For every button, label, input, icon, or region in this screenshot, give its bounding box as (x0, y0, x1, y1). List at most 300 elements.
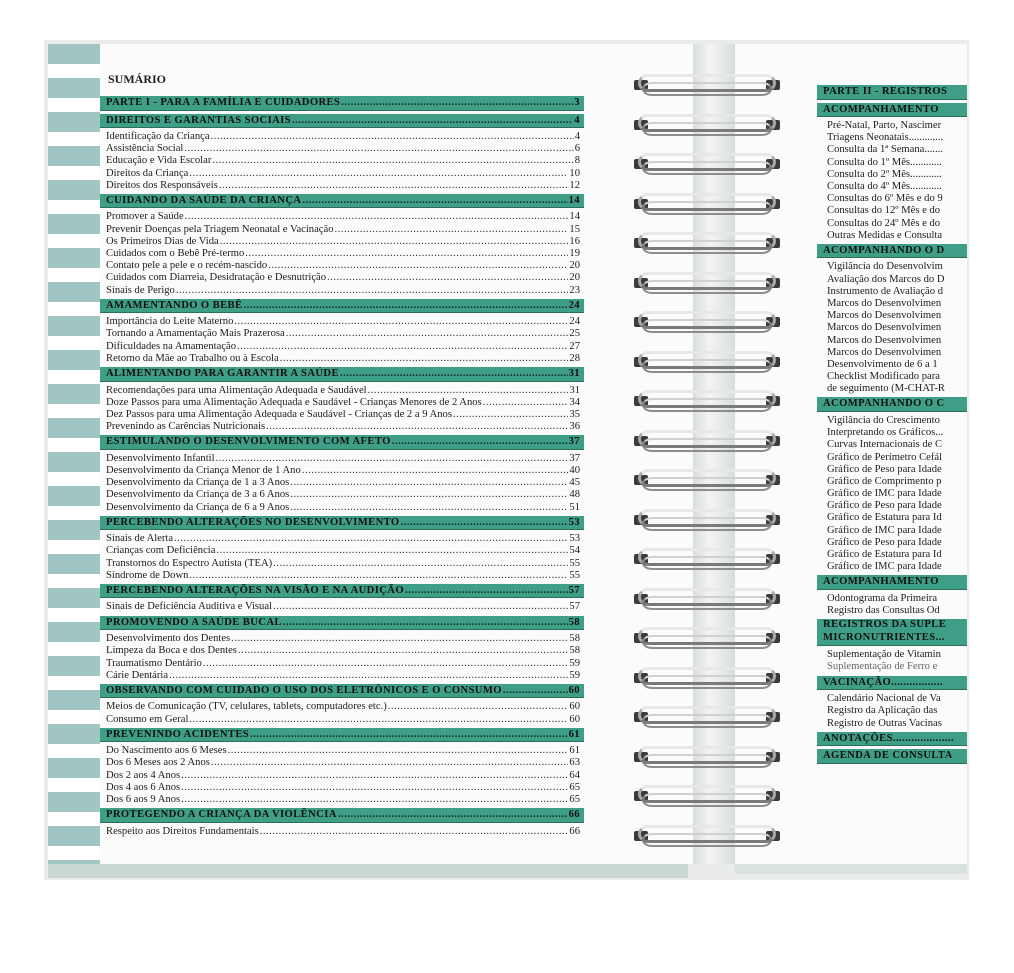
spiral-coil (628, 781, 788, 813)
toc-section (817, 619, 967, 646)
toc-entry-page: 57 (569, 601, 580, 613)
toc-leader (181, 794, 568, 806)
toc-entry-label: Odontograma da Primeira (827, 592, 938, 604)
toc-entry (817, 415, 967, 427)
toc-entry (817, 144, 967, 156)
toc-section-page: 14 (568, 194, 580, 206)
toc-entry (817, 335, 967, 347)
toc-entry-label: Prevenir Doenças pela Triagem Neonatal e Vacinação (106, 223, 334, 235)
toc-entry (100, 316, 584, 328)
toc-section-label: PROTEGENDO A CRIANÇA DA VIOLÊNCIA (106, 809, 337, 821)
toc-entry-label: Marcos do Desenvolvimen (827, 297, 942, 309)
toc-entry-page: 60 (569, 713, 580, 725)
toc-leader (220, 236, 569, 248)
toc-section-label: PROMOVENDO A SAÚDE BUCAL (106, 616, 282, 628)
toc-entry (100, 794, 584, 806)
spiral-coil (628, 307, 788, 339)
toc-section-label: PREVENINDO ACIDENTES (106, 728, 250, 740)
toc-leader (260, 826, 569, 838)
toc-entry-page: 4 (574, 131, 580, 142)
toc-entry-label: Checklist Modificado para (827, 371, 940, 383)
toc-section (100, 684, 584, 699)
toc-entry-label: Traumatismo Dentário (106, 657, 202, 669)
toc-entry (817, 661, 967, 673)
spiral-coil (628, 465, 788, 497)
toc-entry-label: Registro das Consultas Od (827, 605, 940, 617)
toc-entry-page: 20 (569, 260, 580, 272)
toc-entry (817, 537, 967, 549)
toc-leader (189, 168, 568, 180)
toc-section-label-line2: MICRONUTRIENTES... (823, 631, 945, 643)
toc-entry (817, 157, 967, 169)
toc-entry (100, 465, 584, 477)
toc-entry (100, 285, 584, 297)
toc-section (100, 728, 584, 743)
toc-entry-label: Contato pele a pele e o recém-nascido (106, 260, 268, 272)
toc-entry-page: 36 (569, 421, 580, 433)
toc-leader (216, 545, 568, 557)
toc-entry-label: Cuidados com Diarreia, Desidratação e Desnutrição (106, 272, 327, 284)
toc-entry (817, 310, 967, 322)
toc-entry (100, 341, 584, 353)
toc-entry (100, 670, 584, 682)
toc-section (100, 584, 584, 599)
toc-entry (100, 236, 584, 248)
spiral-coil (628, 584, 788, 616)
toc-entry-label: Do Nascimento aos 6 Meses (106, 745, 227, 757)
toc-leader (503, 684, 568, 698)
toc-entry-page: 59 (569, 669, 580, 681)
toc-section-label: ANOTAÇÕES.................... (823, 732, 954, 744)
toc-section (100, 516, 584, 531)
toc-leader (340, 367, 568, 381)
toc-entry-label: Assistência Social (106, 143, 184, 155)
toc-entry-label: Recomendações para uma Alimentação Adequada e Saudável (106, 384, 367, 396)
toc-section-label: ACOMPANHANDO O C (823, 398, 945, 410)
toc-leader (211, 131, 574, 143)
spiral-coil (628, 821, 788, 853)
toc-entry (100, 489, 584, 501)
toc-entry (100, 453, 584, 465)
toc-entry-label: Cuidados com o Bebê Pré-termo (106, 248, 245, 259)
toc-section-label: ACOMPANHAMENTO (823, 103, 939, 115)
toc-section (100, 616, 584, 631)
toc-section (100, 299, 584, 314)
toc-entry (100, 533, 584, 545)
toc-entry (100, 131, 584, 143)
wire-loop (638, 390, 776, 408)
toc-entry-label: Identificação da Criança (106, 131, 210, 142)
toc-leader (273, 601, 568, 613)
toc-leader (219, 180, 569, 192)
spiral-coil (628, 268, 788, 300)
toc-leader (292, 114, 573, 128)
toc-entry-page: 6 (574, 143, 580, 155)
wire-loop (638, 232, 776, 250)
toc-entry-page: 61 (569, 745, 580, 757)
toc-entry-page: 23 (569, 284, 580, 296)
toc-entry (817, 298, 967, 310)
toc-entry (100, 745, 584, 757)
toc-section (100, 808, 584, 823)
toc-entry-label: Desenvolvimento de 6 a 1 (827, 358, 938, 370)
toc-leader (228, 745, 569, 757)
toc-entry-label: Transtornos do Espectro Autista (TEA) (106, 557, 273, 569)
toc-leader (290, 477, 568, 489)
toc-entry-page: 40 (569, 464, 580, 476)
toc-entry-label: Gráfico de Peso para Idade (827, 500, 942, 512)
wire-loop (638, 667, 776, 685)
toc-entry (100, 502, 584, 514)
toc-entry-page: 10 (569, 167, 580, 179)
toc-entry (100, 782, 584, 794)
toc-leader (341, 96, 573, 110)
toc-entry (100, 757, 584, 769)
toc-section-label: ACOMPANHAMENTO (823, 576, 939, 588)
toc-leader (338, 808, 568, 822)
wire-loop (638, 311, 776, 329)
toc-entry-label: Consulta do 4º Mês............ (827, 180, 942, 192)
toc-entry-label: Consultas do 6º Mês e do 9 (827, 193, 943, 205)
toc-entry-page: 58 (569, 645, 580, 657)
toc-entry-label: Retorno da Mãe ao Trabalho ou à Escola (106, 352, 279, 364)
toc-leader (290, 502, 568, 514)
toc-entry (817, 512, 967, 524)
toc-entry-label: Gráfico de Perímetro Cefál (827, 451, 943, 463)
toc-entry-label: Os Primeiros Dias de Vida (106, 235, 219, 247)
toc-entry (817, 359, 967, 371)
toc-entry-label: Dificuldades na Amamentação (106, 340, 237, 352)
toc-entry-label: Dos 6 aos 9 Anos (106, 794, 181, 805)
toc-section-page: 61 (568, 728, 580, 740)
toc-entry (817, 464, 967, 476)
toc-entry (100, 770, 584, 782)
toc-entry-page: 58 (569, 633, 580, 645)
toc-entry (100, 826, 584, 838)
wire-loop (638, 74, 776, 92)
spiral-coil (628, 386, 788, 418)
toc-entry (100, 328, 584, 340)
toc-leader (184, 143, 573, 155)
toc-leader (327, 272, 568, 284)
toc-entry (100, 701, 584, 713)
toc-section-page: 4 (574, 114, 580, 126)
toc-entry-page: 66 (569, 825, 580, 837)
toc-leader (211, 757, 569, 769)
toc-entry (817, 427, 967, 439)
toc-entry-label: Gráfico de IMC para Idade (827, 524, 942, 536)
toc-section-label: PARTE I - PARA A FAMÍLIA E CUIDADORES (106, 97, 341, 108)
toc-entry-label: Desenvolvimento da Criança Menor de 1 Ano (106, 464, 301, 476)
toc-entry-label: Vigilância do Crescimento (827, 414, 940, 426)
toc-entry-page: 37 (569, 452, 580, 464)
toc-leader (368, 385, 569, 397)
toc-entry (817, 693, 967, 705)
toc-entry-page: 25 (569, 328, 580, 340)
toc-leader (392, 435, 568, 449)
toc-entry-label: Outras Medidas e Consulta (827, 229, 943, 241)
wire-loop (638, 746, 776, 764)
toc-entry (100, 570, 584, 582)
toc-section (817, 732, 967, 747)
toc-section (100, 96, 584, 111)
toc-leader (388, 701, 569, 713)
toc-leader (176, 285, 569, 297)
toc-section-label: PERCEBENDO ALTERAÇÕES NA VISÃO E NA AUDIÇÃO (106, 584, 404, 596)
toc-entry-label: Sinais de Perigo (106, 284, 175, 296)
toc-entry-label: Doze Passos para uma Alimentação Adequada e Saudável - Crianças Menores de 2 Anos (106, 396, 482, 408)
toc-section (817, 676, 967, 691)
spiral-binding (628, 70, 788, 850)
wire-loop (638, 351, 776, 369)
toc-entry-label: Consultas do 24º Mês e do (827, 217, 941, 229)
toc-entry-page: 34 (569, 396, 580, 408)
toc-entry-label: Marcos do Desenvolvimen (827, 334, 942, 346)
toc-section-label: CUIDANDO DA SAÚDE DA CRIANÇA (106, 194, 302, 206)
toc-leader (335, 224, 569, 236)
toc-entry (100, 633, 584, 645)
toc-entry (100, 421, 584, 433)
toc-entry-label: Consulta do 2º Mês............ (827, 168, 942, 180)
toc-entry-page: 64 (569, 769, 580, 781)
toc-leader (280, 353, 569, 365)
toc-entry-page: 24 (569, 316, 580, 328)
toc-section-page: 53 (568, 516, 580, 528)
toc-section-label: ACOMPANHANDO O D (823, 244, 945, 256)
toc-entry (817, 218, 967, 230)
toc-entry (100, 168, 584, 180)
toc-entry-page: 8 (574, 155, 580, 167)
wire-loop (638, 509, 776, 527)
toc-leader (268, 260, 568, 272)
toc-leader (245, 248, 568, 260)
toc-entry-label: Registro de Outras Vacinas (827, 717, 942, 729)
toc-entry (817, 193, 967, 205)
toc-section (817, 397, 967, 412)
toc-entry-label: Desenvolvimento dos Dentes (106, 633, 231, 645)
toc-section-label: REGISTROS DA SUPLE (823, 619, 947, 631)
spiral-coil (628, 742, 788, 774)
toc-entry-label: Interpretando os Gráficos... (827, 427, 944, 439)
toc-section (817, 575, 967, 590)
toc-entry-label: Calendário Nacional de Va (827, 693, 941, 705)
toc-section (100, 114, 584, 129)
toc-entry-label: Instrumento de Avaliação d (827, 285, 944, 297)
toc-entry (817, 286, 967, 298)
wire-loop (638, 430, 776, 448)
toc-section (100, 194, 584, 209)
wire-loop (638, 825, 776, 843)
toc-section-label: ESTIMULANDO O DESENVOLVIMENTO COM AFETO (106, 436, 391, 448)
toc-title: SUMÁRIO (108, 72, 167, 86)
toc-leader (238, 645, 569, 657)
toc-entry-label: Meios de Comunicação (TV, celulares, tablets, computadores etc.) (106, 701, 387, 713)
toc-entry (817, 488, 967, 500)
toc-leader (453, 409, 568, 421)
toc-section-label: AMAMENTANDO O BEBÊ (106, 299, 243, 311)
toc-entry (817, 274, 967, 286)
toc-leader (250, 728, 567, 742)
spiral-coil (628, 70, 788, 102)
toc-entry-label: Desenvolvimento Infantil (106, 452, 215, 464)
toc-entry (100, 385, 584, 397)
toc-entry-label: Consultas do 12º Mês e do (827, 205, 941, 217)
toc-leader (174, 533, 568, 545)
toc-entry-page: 15 (569, 223, 580, 235)
toc-entry-page: 19 (569, 248, 580, 259)
toc-leader (189, 570, 568, 582)
toc-entry-page: 14 (569, 211, 580, 223)
toc-section (817, 749, 967, 764)
toc-entry (817, 549, 967, 561)
toc-entry-label: Promover a Saúde (106, 211, 184, 223)
toc-entry (100, 409, 584, 421)
toc-section-page: 24 (568, 299, 580, 311)
toc-entry (100, 155, 584, 167)
toc-entry-label: Consumo em Geral (106, 713, 189, 725)
toc-entry (100, 353, 584, 365)
toc-entry-label: Suplementação de Vitamin (827, 649, 941, 661)
toc-entry-label: Avaliação dos Marcos do D (827, 273, 945, 285)
toc-entry-page: 51 (569, 501, 580, 513)
toc-entry-label: Marcos do Desenvolvimen (827, 310, 942, 322)
wire-loop (638, 153, 776, 171)
toc-leader (181, 782, 568, 794)
spiral-coil (628, 347, 788, 379)
toc-entry-page: 12 (569, 179, 580, 191)
toc-entry-page: 45 (569, 477, 580, 489)
toc-leader (234, 316, 568, 328)
toc-section-page: 3 (574, 97, 580, 108)
toc-entry-label: Gráfico de IMC para Idade (827, 561, 942, 573)
toc-section-page: 66 (568, 809, 580, 821)
toc-entry-label: Desenvolvimento da Criança de 1 a 3 Anos (106, 477, 290, 489)
toc-leader (169, 670, 568, 682)
toc-entry-page: 20 (569, 272, 580, 284)
toc-entry-page: 48 (569, 489, 580, 501)
toc-entry-label: Desenvolvimento da Criança de 6 a 9 Anos (106, 501, 290, 513)
toc-leader (212, 155, 573, 167)
wire-loop (638, 469, 776, 487)
toc-entry-label: Respeito aos Direitos Fundamentais (106, 825, 259, 837)
toc-entry-label: Gráfico de IMC para Idade (827, 488, 942, 500)
toc-entry-label: Sinais de Deficiência Auditiva e Visual (106, 601, 272, 613)
toc-leader (302, 465, 569, 477)
toc-entry (100, 645, 584, 657)
toc-entry (100, 601, 584, 613)
toc-entry (100, 143, 584, 155)
toc-entry (817, 132, 967, 144)
toc-entry-label: Educação e Vida Escolar (106, 155, 212, 167)
wire-loop (638, 588, 776, 606)
toc-entry (817, 705, 967, 717)
toc-entry-label: Tornando a Amamentação Mais Prazerosa (106, 328, 285, 340)
toc-entry-page: 28 (569, 352, 580, 364)
toc-entry-page: 55 (569, 557, 580, 569)
toc-entry (817, 261, 967, 273)
toc-entry (100, 272, 584, 284)
toc-entry (817, 605, 967, 617)
spiral-coil (628, 702, 788, 734)
toc-entry (100, 558, 584, 570)
toc-section (100, 435, 584, 450)
toc-section (817, 85, 967, 100)
toc-entry (817, 561, 967, 573)
spiral-coil (628, 505, 788, 537)
toc-entry-label: Gráfico de Peso para Idade (827, 463, 942, 475)
toc-entry-page: 65 (569, 781, 580, 793)
toc-left (100, 95, 584, 840)
toc-entry (100, 545, 584, 557)
toc-entry-label: Pré-Natal, Parto, Nascimer (827, 120, 942, 131)
toc-entry-page: 65 (569, 794, 580, 805)
toc-entry (100, 397, 584, 409)
toc-entry (100, 180, 584, 192)
toc-entry-page: 55 (569, 569, 580, 581)
spiral-coil (628, 426, 788, 458)
toc-entry-label: Gráfico de Peso para Idade (827, 536, 942, 548)
toc-leader (181, 770, 568, 782)
toc-leader (405, 584, 568, 598)
toc-entry (100, 224, 584, 236)
toc-entry (817, 439, 967, 451)
toc-section-label: DIREITOS E GARANTIAS SOCIAIS (106, 114, 291, 126)
toc-section-page: 60 (568, 684, 580, 696)
toc-section-page: 58 (568, 616, 580, 628)
toc-entry (100, 477, 584, 489)
toc-section-label: VACINAÇÃO................. (823, 676, 943, 688)
toc-section (817, 244, 967, 259)
toc-leader (273, 558, 568, 570)
toc-entry-label: Sinais de Alerta (106, 533, 174, 545)
right-cover-edge (735, 864, 967, 874)
toc-entry-page: 27 (569, 340, 580, 352)
spiral-coil (628, 189, 788, 221)
toc-entry (100, 658, 584, 670)
toc-entry-label: Dos 6 Meses aos 2 Anos (106, 757, 210, 769)
toc-entry (817, 649, 967, 661)
wire-loop (638, 785, 776, 803)
toc-entry-label: Gráfico de Estatura para Id (827, 512, 942, 524)
toc-leader (283, 616, 568, 630)
toc-entry-page: 31 (569, 384, 580, 396)
toc-entry-label: Consulta da 1ª Semana....... (827, 144, 943, 156)
toc-entry-label: Gráfico de Estatura para Id (827, 549, 942, 560)
toc-section-label: OBSERVANDO COM CUIDADO O USO DOS ELETRÔNICOS E O CONSUMO (106, 684, 502, 696)
toc-entry-label: Prevenindo as Carências Nutricionais (106, 421, 266, 433)
spiral-coil (628, 544, 788, 576)
toc-entry-label: Dez Passos para uma Alimentação Adequada e Saudável - Crianças de 2 a 9 Anos (106, 408, 452, 420)
spiral-coil (628, 110, 788, 142)
toc-leader (189, 714, 568, 726)
toc-entry-label: de seguimento (M-CHAT-R (827, 383, 945, 395)
toc-entry-page: 60 (569, 701, 580, 713)
toc-entry-label: Triagens Neonatais............. (827, 132, 944, 144)
wire-loop (638, 627, 776, 645)
toc-entry-label: Curvas Internacionais de C (827, 439, 943, 451)
toc-entry (817, 476, 967, 488)
toc-entry-label: Consulta do 1º Mês............ (827, 156, 942, 168)
spiral-coil (628, 663, 788, 695)
toc-entry-label: Suplementação de Ferro e (827, 661, 938, 673)
toc-leader (237, 341, 568, 353)
toc-leader (401, 516, 568, 530)
toc-entry (817, 525, 967, 537)
toc-entry (817, 230, 967, 242)
toc-entry (817, 181, 967, 193)
toc-entry-label: Crianças com Deficiência (106, 545, 216, 557)
left-cover-edge (48, 864, 688, 878)
